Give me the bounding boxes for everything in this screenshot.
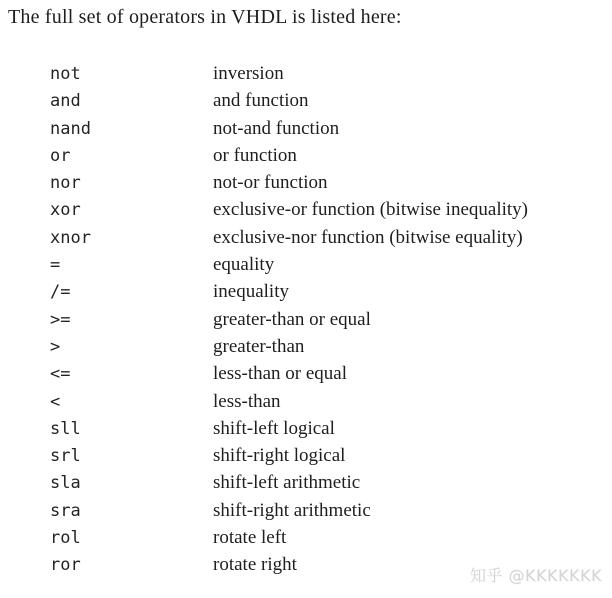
operator-cell: nand (50, 118, 91, 139)
description-cell: greater-than (213, 335, 305, 357)
operator-cell: > (50, 336, 61, 357)
description-cell: or function (213, 144, 297, 166)
operator-cell: >= (50, 309, 71, 330)
table-row (50, 115, 590, 142)
operator-cell: srl (50, 446, 81, 467)
description-cell: not-and function (213, 117, 340, 139)
table-row (50, 87, 590, 114)
description-cell: not-or function (213, 172, 328, 194)
table-row (50, 388, 590, 415)
operator-cell: sll (50, 418, 81, 439)
table-row (50, 251, 590, 278)
operator-cell: xnor (50, 227, 91, 248)
description-cell: rotate right (213, 554, 297, 576)
operator-cell: not (50, 64, 81, 84)
description-cell: exclusive-nor function (bitwise equality) (213, 226, 523, 248)
page-title: The full set of operators in VHDL is listed here: (8, 6, 402, 28)
description-cell: shift-left arithmetic (213, 472, 361, 494)
operator-cell: sra (50, 500, 81, 521)
description-cell: equality (213, 254, 275, 276)
operator-cell: and (50, 91, 81, 112)
table-row (50, 224, 590, 251)
operator-cell: <= (50, 364, 71, 385)
description-cell: shift-left logical (213, 417, 335, 439)
operator-cell: rol (50, 528, 81, 549)
operator-cell: < (50, 391, 61, 412)
table-row (50, 142, 590, 169)
description-cell: inversion (213, 63, 284, 84)
table-row (50, 442, 590, 469)
description-cell: less-than or equal (213, 363, 348, 385)
table-row (50, 333, 590, 360)
operator-cell: xor (50, 200, 81, 221)
description-cell: exclusive-or function (bitwise inequality) (213, 199, 528, 221)
description-cell: shift-right arithmetic (213, 499, 371, 521)
operator-cell: /= (50, 282, 71, 303)
description-cell: greater-than or equal (213, 308, 371, 330)
description-cell: shift-right logical (213, 445, 346, 467)
table-row (50, 169, 590, 196)
table-row (50, 497, 590, 524)
operator-cell: = (50, 255, 61, 276)
table-row (50, 60, 590, 87)
operator-table (50, 60, 590, 579)
table-row (50, 469, 590, 496)
watermark: 知乎 @KKKKKKK (469, 566, 602, 585)
description-cell: rotate left (213, 527, 287, 549)
operator-cell: nor (50, 173, 81, 194)
table-row (50, 415, 590, 442)
description-cell: inequality (213, 281, 289, 303)
table-row (50, 360, 590, 387)
table-row (50, 278, 590, 305)
table-row (50, 196, 590, 223)
operator-cell: or (50, 145, 71, 166)
operator-cell: sla (50, 473, 81, 494)
operator-cell: ror (50, 555, 81, 576)
table-row (50, 306, 590, 333)
description-cell: less-than (213, 390, 281, 412)
table-row (50, 524, 590, 551)
description-cell: and function (213, 90, 309, 112)
